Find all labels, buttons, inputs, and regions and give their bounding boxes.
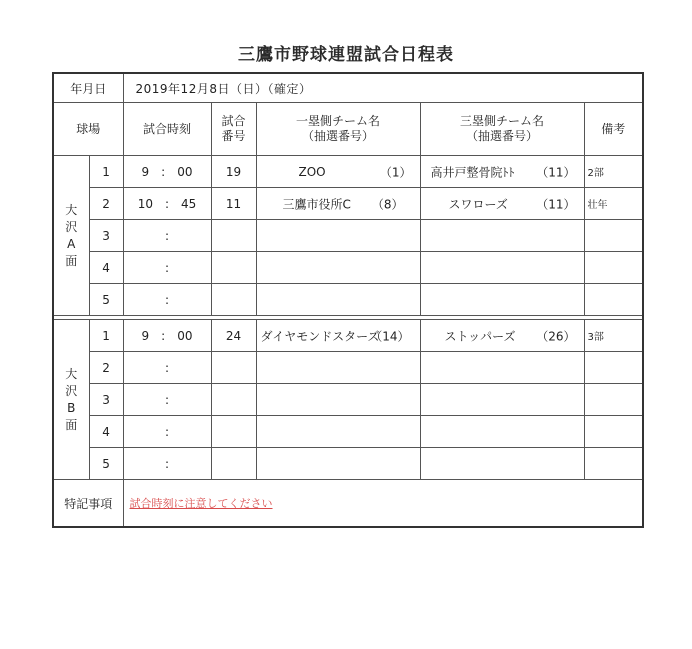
slot-number: 3 xyxy=(89,384,123,416)
slot-number: 1 xyxy=(89,156,123,188)
third-base-team xyxy=(420,352,584,384)
game-time: : xyxy=(123,416,211,448)
notes-row xyxy=(53,480,643,528)
table-row xyxy=(53,416,643,448)
header-first-base-line1: 一塁側チーム名 xyxy=(296,114,381,128)
header-third-base-line1: 三塁側チーム名 xyxy=(460,114,545,128)
header-first-base xyxy=(256,103,420,156)
game-number xyxy=(211,252,256,284)
first-base-team xyxy=(256,416,420,448)
slot-number: 2 xyxy=(89,352,123,384)
first-base-team xyxy=(256,448,420,480)
remark xyxy=(584,448,643,480)
header-remarks: 備考 xyxy=(584,103,643,156)
venue-b-char: 沢 xyxy=(65,383,78,398)
venue-a-char: 大 xyxy=(65,202,78,217)
game-time: : xyxy=(123,384,211,416)
remark xyxy=(584,352,643,384)
date-value: 2019年12月8日（日）（確定） xyxy=(123,73,643,103)
slot-number: 5 xyxy=(89,448,123,480)
third-base-team xyxy=(420,416,584,448)
header-game-no-line1: 試合 xyxy=(221,114,246,128)
header-game-no-line2: 番号 xyxy=(221,129,246,143)
third-base-team xyxy=(420,448,584,480)
game-time: : xyxy=(123,284,211,316)
draw-number: （11） xyxy=(536,197,576,211)
third-base-team xyxy=(420,384,584,416)
page-title: 三鷹市野球連盟試合日程表 xyxy=(238,45,454,65)
draw-number: （11） xyxy=(536,165,576,179)
game-time: : xyxy=(123,252,211,284)
game-number xyxy=(211,448,256,480)
first-base-team xyxy=(256,252,420,284)
venue-a-char: 面 xyxy=(65,253,78,268)
team-name: スワローズ xyxy=(448,197,508,211)
venue-b-char: 面 xyxy=(65,417,78,432)
game-time: : xyxy=(123,220,211,252)
third-base-team xyxy=(420,188,584,220)
team-name: 高井戸整骨院ﾄﾄ xyxy=(430,165,515,179)
schedule-table xyxy=(52,72,644,528)
table-row xyxy=(53,252,643,284)
table-row xyxy=(53,284,643,316)
slot-number: 1 xyxy=(89,320,123,352)
game-number xyxy=(211,352,256,384)
notes-label: 特記事項 xyxy=(53,480,123,528)
table-row xyxy=(53,384,643,416)
slot-number: 5 xyxy=(89,284,123,316)
remark xyxy=(584,220,643,252)
game-time: 9 : 00 xyxy=(123,320,211,352)
game-number xyxy=(211,416,256,448)
team-name: ダイヤモンドスターズ xyxy=(260,329,380,343)
first-base-team xyxy=(256,156,420,188)
table-row xyxy=(53,352,643,384)
header-third-base xyxy=(420,103,584,156)
remark: 2部 xyxy=(584,156,643,188)
venue-b-char: 大 xyxy=(65,366,78,381)
remark xyxy=(584,284,643,316)
slot-number: 4 xyxy=(89,416,123,448)
game-number xyxy=(211,384,256,416)
venue-b-char: B xyxy=(67,400,76,415)
header-field: 球場 xyxy=(53,103,123,156)
game-time: : xyxy=(123,352,211,384)
table-row xyxy=(53,188,643,220)
game-number xyxy=(211,220,256,252)
third-base-team xyxy=(420,156,584,188)
first-base-team xyxy=(256,352,420,384)
third-base-team xyxy=(420,252,584,284)
first-base-team xyxy=(256,220,420,252)
remark: 壮年 xyxy=(584,188,643,220)
header-third-base-line2: （抽選番号） xyxy=(466,129,539,143)
draw-number: （26） xyxy=(536,329,576,343)
third-base-team xyxy=(420,220,584,252)
game-time: 9 : 00 xyxy=(123,156,211,188)
draw-number: （1） xyxy=(379,165,412,179)
game-number xyxy=(211,284,256,316)
game-time: : xyxy=(123,448,211,480)
first-base-team xyxy=(256,188,420,220)
team-name: ZOO xyxy=(298,164,326,179)
draw-number: （8） xyxy=(371,197,404,211)
remark xyxy=(584,416,643,448)
draw-number: （14） xyxy=(370,329,410,343)
slot-number: 3 xyxy=(89,220,123,252)
table-row xyxy=(53,448,643,480)
venue-a-char: 沢 xyxy=(65,219,78,234)
header-time: 試合時刻 xyxy=(123,103,211,156)
first-base-team xyxy=(256,384,420,416)
date-row xyxy=(53,73,643,103)
header-row xyxy=(53,103,643,156)
third-base-team xyxy=(420,320,584,352)
venue-a-name xyxy=(53,156,89,316)
slot-number: 4 xyxy=(89,252,123,284)
remark xyxy=(584,384,643,416)
remark: 3部 xyxy=(584,320,643,352)
venue-a-char: A xyxy=(67,236,76,251)
first-base-team xyxy=(256,284,420,316)
first-base-team xyxy=(256,320,420,352)
table-row xyxy=(53,156,643,188)
slot-number: 2 xyxy=(89,188,123,220)
header-game-no xyxy=(211,103,256,156)
game-number: 24 xyxy=(211,320,256,352)
team-name: ストッパーズ xyxy=(444,329,516,343)
notes-text: 試合時刻に注意してください xyxy=(123,480,643,528)
team-name: 三鷹市役所C xyxy=(282,197,351,211)
table-row xyxy=(53,220,643,252)
remark xyxy=(584,252,643,284)
game-number: 19 xyxy=(211,156,256,188)
game-time: 10 : 45 xyxy=(123,188,211,220)
header-first-base-line2: （抽選番号） xyxy=(302,129,375,143)
third-base-team xyxy=(420,284,584,316)
table-row xyxy=(53,320,643,352)
date-label: 年月日 xyxy=(53,73,123,103)
venue-b-name xyxy=(53,320,89,480)
game-number: 11 xyxy=(211,188,256,220)
